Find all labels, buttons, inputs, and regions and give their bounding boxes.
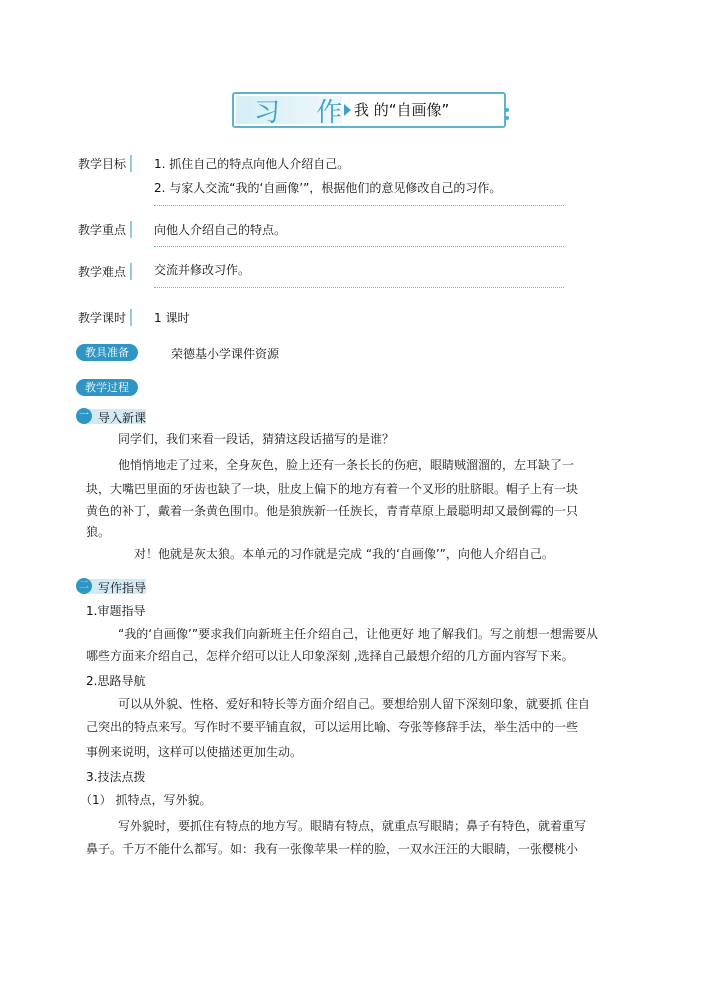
title-main: 习 作	[254, 98, 357, 128]
paragraph-line: 块，大嘴巴里面的牙齿也缺了一块，肚皮上偏下的地方有着一个叉形的肚脐眼。帽子上有一块	[86, 482, 579, 496]
difficulty-label: 教学难点	[78, 263, 132, 280]
key-value: 向他人介绍自己的特点。	[154, 223, 287, 237]
paragraph-line: 写外貌时，要抓住有特点的地方写。眼睛有特点，就重点写眼睛；鼻子有特色，就着重写	[118, 819, 587, 833]
goal-label: 教学目标	[78, 155, 132, 172]
title-banner	[232, 92, 510, 128]
paragraph-line: 同学们，我们来看一段话，猜猜这段话描写的是谁？	[118, 432, 395, 446]
prep-badge: 教具准备	[76, 344, 138, 361]
prep-value: 荣德基小学课件资源	[171, 347, 280, 361]
hours-label: 教学课时	[78, 309, 132, 326]
paragraph-line: 可以从外貌、性格、爱好和特长等方面介绍自己。要想给别人留下深刻印象，就要抓 住自	[118, 697, 590, 711]
subheading: 3.技法点拨	[86, 770, 146, 784]
paragraph-line: 他悄悄地走了过来，全身灰色，脸上还有一条长长的伤疤，眼睛贼溜溜的，左耳缺了一	[118, 458, 575, 472]
difficulty-value: 交流并修改习作。	[154, 263, 251, 277]
paragraph-line: 己突出的特点来写。写作时不要平铺直叙，可以运用比喻、夸张等修辞手法，举生活中的一些	[86, 720, 579, 734]
hours-value: 1 课时	[154, 311, 190, 325]
title-subtitle: 我 的“自画像”	[354, 101, 450, 119]
decor-dots-icon	[505, 108, 513, 124]
subheading: 2.思路导航	[86, 674, 146, 688]
paragraph-line: “我的‘自画像’”要求我们向新班主任介绍自己，让他更好 地了解我们。写之前想一想需要从	[118, 627, 598, 641]
goal-item-1: 1. 抓住自己的特点向他人介绍自己。	[154, 157, 350, 171]
point-heading: （1） 抓特点，写外貌。	[80, 793, 212, 807]
paragraph-line: 狼。	[86, 525, 111, 539]
divider	[154, 246, 564, 247]
subheading: 1.审题指导	[86, 604, 146, 618]
goal-item-2: 2. 与家人交流“我的‘自画像’”，根据他们的意见修改自己的习作。	[154, 181, 502, 195]
section-title: 导入新课	[98, 411, 147, 425]
paragraph-line: 对！他就是灰太狼。本单元的习作就是完成 “我的‘自画像’”，向他人介绍自己。	[134, 547, 554, 561]
paragraph-line: 哪些方面来介绍自己，怎样介绍可以让人印象深刻 ,选择自己最想介绍的几方面内容写下来。	[86, 649, 574, 663]
key-label: 教学重点	[78, 221, 132, 238]
section-number: 一	[76, 408, 92, 424]
paragraph-line: 鼻子。千万不能什么都写。如：我有一张像苹果一样的脸，一双水汪汪的大眼睛，一张樱桃小	[86, 842, 579, 856]
process-badge: 教学过程	[76, 379, 138, 396]
divider	[154, 205, 564, 206]
section-title: 写作指导	[98, 581, 147, 595]
divider	[154, 287, 564, 288]
paragraph-line: 黄色的补丁，戴着一条黄色围巾。他是狼族新一任族长，青青草原上最聪明却又最倒霉的一只	[86, 504, 579, 518]
section-number: 二	[76, 578, 92, 594]
title-arrow-icon	[344, 104, 351, 116]
paragraph-line: 事例来说明，这样可以使描述更加生动。	[86, 745, 303, 759]
